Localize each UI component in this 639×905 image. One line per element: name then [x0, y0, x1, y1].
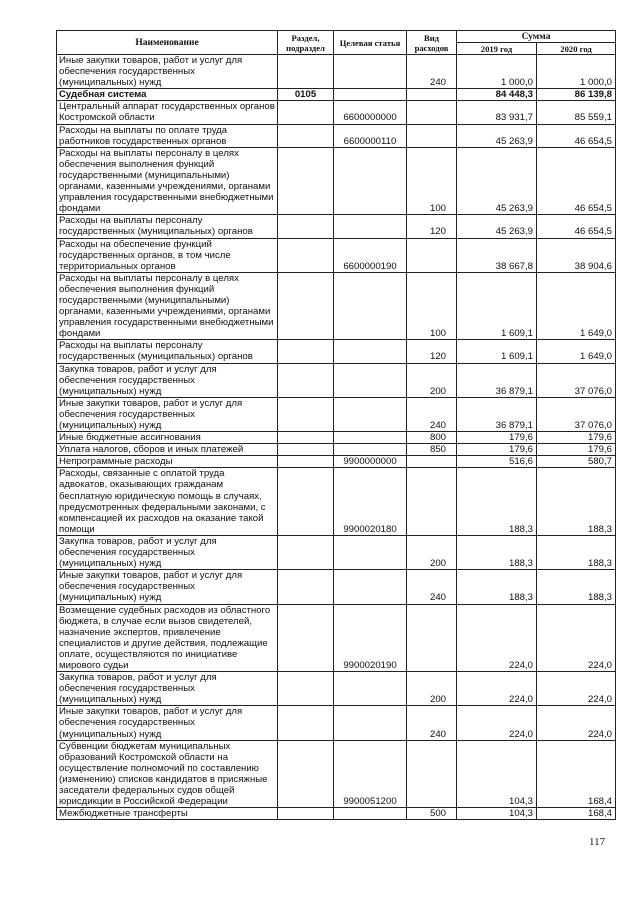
row-section: [278, 706, 334, 740]
row-kind: 850: [407, 444, 457, 456]
row-amount-2019: 38 667,8: [457, 238, 537, 272]
table-row: [57, 397, 616, 431]
row-kind: [407, 468, 457, 536]
budget-table: [56, 30, 616, 820]
row-kind: [407, 604, 457, 672]
table-row: [57, 340, 616, 363]
row-amount-2019: 36 879,1: [457, 397, 537, 431]
row-amount-2020: 188,3: [537, 570, 616, 604]
table-row: [57, 238, 616, 272]
row-section: [278, 432, 334, 444]
row-target: [334, 432, 407, 444]
row-section: 0105: [278, 89, 334, 101]
table-row: [57, 215, 616, 238]
row-amount-2019: 104,3: [457, 740, 537, 808]
row-target: 6600000190: [334, 238, 407, 272]
row-amount-2020: 46 654,5: [537, 124, 616, 147]
table-row: [57, 272, 616, 340]
row-target: [334, 706, 407, 740]
row-name: Расходы на обеспечение функций государственных органов, в том числе территориальных органов: [57, 238, 278, 272]
table-row: [57, 535, 616, 569]
row-section: [278, 604, 334, 672]
row-amount-2019: 83 931,7: [457, 101, 537, 124]
table-row: [57, 363, 616, 397]
row-name: Центральный аппарат государственных органов Костромской области: [57, 101, 278, 124]
row-name: Непрограммные расходы: [57, 456, 278, 468]
header-name: Наименование: [57, 31, 278, 55]
table-row: [57, 570, 616, 604]
row-name: Иные закупки товаров, работ и услуг для обеспечения государственных (муниципальных) нужд: [57, 397, 278, 431]
row-name: Субвенции бюджетам муниципальных образований Костромской области на осуществление полномочий по составлению (изменению) списков кандидатов в присяжные заседатели федеральных судов общей юрисдикции в Российской Федерации: [57, 740, 278, 808]
row-section: [278, 808, 334, 820]
row-amount-2020: 168,4: [537, 740, 616, 808]
row-amount-2020: 37 076,0: [537, 397, 616, 431]
row-target: 9900000000: [334, 456, 407, 468]
row-kind: 200: [407, 363, 457, 397]
table-row: [57, 89, 616, 101]
row-amount-2019: 1 609,1: [457, 340, 537, 363]
row-kind: 800: [407, 432, 457, 444]
table-row: [57, 468, 616, 536]
row-kind: 200: [407, 535, 457, 569]
table-row: [57, 706, 616, 740]
row-target: [334, 363, 407, 397]
row-amount-2020: 179,6: [537, 444, 616, 456]
row-kind: 500: [407, 808, 457, 820]
table-row: [57, 456, 616, 468]
row-amount-2020: 1 000,0: [537, 55, 616, 89]
header-year-2020: 2020 год: [537, 43, 616, 55]
row-amount-2019: 179,6: [457, 444, 537, 456]
row-amount-2020: 580,7: [537, 456, 616, 468]
row-target: [334, 340, 407, 363]
row-section: [278, 147, 334, 215]
table-row: [57, 740, 616, 808]
row-amount-2019: 45 263,9: [457, 124, 537, 147]
row-amount-2020: 37 076,0: [537, 363, 616, 397]
table-row: [57, 101, 616, 124]
row-amount-2020: 188,3: [537, 468, 616, 536]
row-target: [334, 672, 407, 706]
row-kind: [407, 238, 457, 272]
row-amount-2019: 84 448,3: [457, 89, 537, 101]
row-amount-2019: 224,0: [457, 672, 537, 706]
row-amount-2019: 1 000,0: [457, 55, 537, 89]
row-section: [278, 363, 334, 397]
table-body: [57, 55, 616, 820]
row-name: Иные закупки товаров, работ и услуг для обеспечения государственных (муниципальных) нужд: [57, 706, 278, 740]
row-name: Судебная система: [57, 89, 278, 101]
table-row: [57, 147, 616, 215]
row-amount-2020: 168,4: [537, 808, 616, 820]
row-target: [334, 397, 407, 431]
table-row: [57, 672, 616, 706]
row-amount-2020: 224,0: [537, 604, 616, 672]
row-kind: 240: [407, 55, 457, 89]
row-kind: 240: [407, 706, 457, 740]
row-amount-2019: 36 879,1: [457, 363, 537, 397]
row-kind: 240: [407, 397, 457, 431]
row-amount-2020: 46 654,5: [537, 215, 616, 238]
row-amount-2019: 188,3: [457, 535, 537, 569]
row-name: Расходы на выплаты персоналу государственных (муниципальных) органов: [57, 340, 278, 363]
row-amount-2019: 179,6: [457, 432, 537, 444]
page-number: 117: [589, 836, 606, 848]
row-section: [278, 55, 334, 89]
row-section: [278, 456, 334, 468]
row-name: Закупка товаров, работ и услуг для обеспечения государственных (муниципальных) нужд: [57, 363, 278, 397]
row-amount-2020: 46 654,5: [537, 147, 616, 215]
row-amount-2019: 224,0: [457, 706, 537, 740]
row-amount-2020: 188,3: [537, 535, 616, 569]
row-amount-2019: 1 609,1: [457, 272, 537, 340]
row-amount-2020: 224,0: [537, 706, 616, 740]
header-kind: Вид расходов: [407, 31, 457, 55]
row-amount-2020: 1 649,0: [537, 272, 616, 340]
row-section: [278, 468, 334, 536]
row-section: [278, 535, 334, 569]
row-amount-2019: 224,0: [457, 604, 537, 672]
row-kind: 100: [407, 147, 457, 215]
row-target: [334, 535, 407, 569]
row-section: [278, 101, 334, 124]
row-amount-2019: 45 263,9: [457, 147, 537, 215]
row-target: 9900051200: [334, 740, 407, 808]
row-section: [278, 672, 334, 706]
table-row: [57, 124, 616, 147]
row-kind: 100: [407, 272, 457, 340]
row-target: [334, 147, 407, 215]
row-target: [334, 55, 407, 89]
row-amount-2019: 516,6: [457, 456, 537, 468]
row-amount-2019: 188,3: [457, 570, 537, 604]
row-name: Закупка товаров, работ и услуг для обеспечения государственных (муниципальных) нужд: [57, 672, 278, 706]
row-kind: 240: [407, 570, 457, 604]
row-section: [278, 740, 334, 808]
row-name: Иные закупки товаров, работ и услуг для обеспечения государственных (муниципальных) нужд: [57, 55, 278, 89]
row-amount-2020: 86 139,8: [537, 89, 616, 101]
header-sum: Сумма: [457, 31, 616, 43]
row-kind: [407, 456, 457, 468]
row-target: 6600000000: [334, 101, 407, 124]
row-amount-2020: 179,6: [537, 432, 616, 444]
row-section: [278, 215, 334, 238]
header-target: Целевая статья: [334, 31, 407, 55]
row-name: Расходы на выплаты персоналу в целях обеспечения выполнения функций государственными (муниципальными) органами, казенными учреждениями, органами управления государственными внебюджетными фондами: [57, 147, 278, 215]
row-kind: [407, 740, 457, 808]
row-name: Возмещение судебных расходов из областного бюджета, в случае если вызов свидетелей, назначение экспертов, привлечение специалистов и другие действия, подлежащие оплате, осуществляются по инициативе мирового судьи: [57, 604, 278, 672]
row-amount-2019: 188,3: [457, 468, 537, 536]
row-name: Расходы на выплаты персоналу в целях обеспечения выполнения функций государственными (муниципальными) органами, казенными учреждениями, органами управления государственными внебюджетными фондами: [57, 272, 278, 340]
row-section: [278, 444, 334, 456]
row-name: Межбюджетные трансферты: [57, 808, 278, 820]
table-header-row: [57, 31, 616, 43]
row-name: Иные закупки товаров, работ и услуг для обеспечения государственных (муниципальных) нужд: [57, 570, 278, 604]
row-name: Расходы на выплаты персоналу государственных (муниципальных) органов: [57, 215, 278, 238]
row-target: [334, 89, 407, 101]
row-amount-2019: 104,3: [457, 808, 537, 820]
row-name: Расходы, связанные с оплатой труда адвокатов, оказывающих гражданам бесплатную юридическую помощь в случаях, предусмотренных федеральными законами, с компенсацией их расходов на оказание такой помощи: [57, 468, 278, 536]
row-target: 9900020180: [334, 468, 407, 536]
row-amount-2020: 1 649,0: [537, 340, 616, 363]
row-section: [278, 397, 334, 431]
row-name: Расходы на выплаты по оплате труда работников государственных органов: [57, 124, 278, 147]
row-name: Иные бюджетные ассигнования: [57, 432, 278, 444]
row-section: [278, 272, 334, 340]
row-section: [278, 124, 334, 147]
row-target: 6600000110: [334, 124, 407, 147]
table-row: [57, 604, 616, 672]
row-section: [278, 340, 334, 363]
row-section: [278, 570, 334, 604]
row-section: [278, 238, 334, 272]
row-kind: 200: [407, 672, 457, 706]
table-row: [57, 432, 616, 444]
row-name: Уплата налогов, сборов и иных платежей: [57, 444, 278, 456]
row-kind: [407, 124, 457, 147]
header-section: Раздел, подраздел: [278, 31, 334, 55]
row-kind: [407, 101, 457, 124]
row-target: [334, 272, 407, 340]
header-year-2019: 2019 год: [457, 43, 537, 55]
table-row: [57, 444, 616, 456]
row-target: [334, 570, 407, 604]
row-amount-2020: 224,0: [537, 672, 616, 706]
row-target: [334, 444, 407, 456]
table-row: [57, 55, 616, 89]
row-target: [334, 808, 407, 820]
row-name: Закупка товаров, работ и услуг для обеспечения государственных (муниципальных) нужд: [57, 535, 278, 569]
row-kind: 120: [407, 340, 457, 363]
row-amount-2020: 85 559,1: [537, 101, 616, 124]
row-kind: 120: [407, 215, 457, 238]
row-amount-2019: 45 263,9: [457, 215, 537, 238]
row-target: 9900020190: [334, 604, 407, 672]
row-target: [334, 215, 407, 238]
table-row: [57, 808, 616, 820]
row-kind: [407, 89, 457, 101]
row-amount-2020: 38 904,6: [537, 238, 616, 272]
